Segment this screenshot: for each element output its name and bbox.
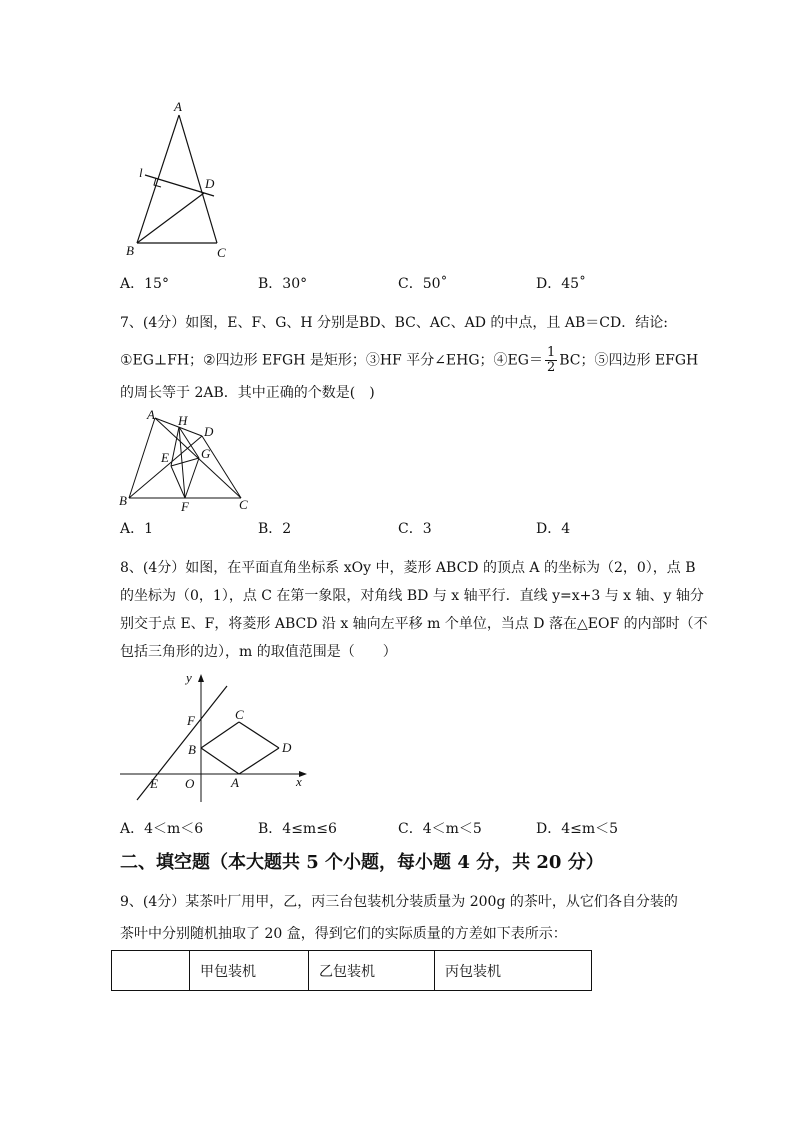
q9-stem-line1: 9、(4分）某茶叶厂用甲，乙，丙三台包装机分装质量为 200g 的茶叶，从它们各自分装的 — [120, 894, 678, 910]
q7-label-E: E — [161, 450, 169, 465]
q8-label-E: E — [150, 776, 158, 791]
q8-stem-line2: 的坐标为（0，1），点 C 在第一象限，对角线 BD 与 x 轴平行．直线 y=x+3 与 x 轴、y 轴分 — [120, 588, 704, 604]
q7-label-C: C — [239, 497, 248, 512]
q8-label-C: C — [235, 707, 244, 722]
q8-option-a[interactable]: A．4＜m＜6 — [120, 821, 204, 837]
q6-option-b[interactable]: B．30° — [258, 276, 308, 292]
table-header-jia: 甲包装机 — [190, 951, 309, 991]
table-header-yi: 乙包装机 — [309, 951, 435, 991]
q8-option-d[interactable]: D．4≤m＜5 — [536, 821, 619, 837]
q8-option-b[interactable]: B．4≤m≤6 — [258, 821, 337, 837]
q7-label-H: H — [178, 413, 188, 428]
q8-label-y: y — [186, 670, 192, 685]
q7-option-b[interactable]: B．2 — [258, 521, 292, 537]
q7-label-F: F — [181, 499, 189, 513]
q8-option-c[interactable]: C．4＜m＜5 — [398, 821, 482, 837]
q7-label-B: B — [119, 493, 127, 508]
q7-label-A: A — [147, 408, 155, 422]
q8-label-F: F — [187, 713, 195, 728]
q8-stem-line1: 8、(4分）如图，在平面直角坐标系 xOy 中，菱形 ABCD 的顶点 A 的坐标为（2，0），点 B — [120, 560, 696, 576]
q6-label-D: D — [205, 176, 215, 191]
q9-stem-line2: 茶叶中分别随机抽取了 20 盒，得到它们的实际质量的方差如下表所示： — [120, 926, 567, 942]
q7-label-G: G — [201, 446, 211, 461]
table-row — [112, 951, 592, 991]
q7-stem-line2: ①EG⊥FH；②四边形 EFGH 是矩形；③HF 平分∠EHG；④EG＝ $\frac{1}{2}$ BC；⑤四边形 EFGH — [120, 345, 699, 375]
q7-option-a[interactable]: A．1 — [120, 521, 154, 537]
q8-label-D: D — [282, 740, 292, 755]
q7-stem-line3: 的周长等于 2AB．其中正确的个数是( ) — [120, 385, 375, 401]
q6-label-B: B — [126, 243, 134, 258]
q7-stem-line1: 7、(4分）如图，E、F、G、H 分别是BD、BC、AC、AD 的中点，且 AB＝CD．结论: — [120, 315, 668, 331]
q8-label-O: O — [185, 776, 195, 791]
q7-label-D: D — [204, 424, 214, 439]
table-header-bing: 丙包装机 — [435, 951, 592, 991]
q7-option-d[interactable]: D．4 — [536, 521, 571, 537]
q7-figure — [115, 408, 255, 513]
q6-option-c[interactable]: C．50˚ — [398, 276, 448, 292]
q6-figure — [120, 95, 240, 265]
q6-label-l: l — [139, 165, 143, 180]
q9-variance-table — [111, 950, 592, 991]
q6-option-a[interactable]: A．15° — [120, 276, 169, 292]
q8-label-A: A — [231, 775, 239, 790]
q6-label-A: A — [174, 99, 182, 114]
q8-label-B: B — [188, 742, 196, 757]
q8-stem-line3: 别交于点 E、F，将菱形 ABCD 沿 x 轴向左平移 m 个单位，当点 D 落在△EOF 的内部时（不 — [120, 616, 708, 632]
q8-stem-line4: 包括三角形的边），m 的取值范围是（ ） — [120, 644, 397, 660]
q6-option-d[interactable]: D．45˚ — [536, 276, 587, 292]
section-heading-fill-in: 二、填空题（本大题共 5 个小题，每小题 4 分，共 20 分） — [120, 852, 604, 873]
q8-figure — [115, 668, 315, 808]
q7-fraction: $\frac{1}{2}$ — [546, 345, 556, 375]
q6-label-C: C — [217, 245, 226, 260]
table-cell-empty — [112, 951, 190, 991]
q7-option-c[interactable]: C．3 — [398, 521, 432, 537]
q8-label-x: x — [296, 774, 302, 789]
